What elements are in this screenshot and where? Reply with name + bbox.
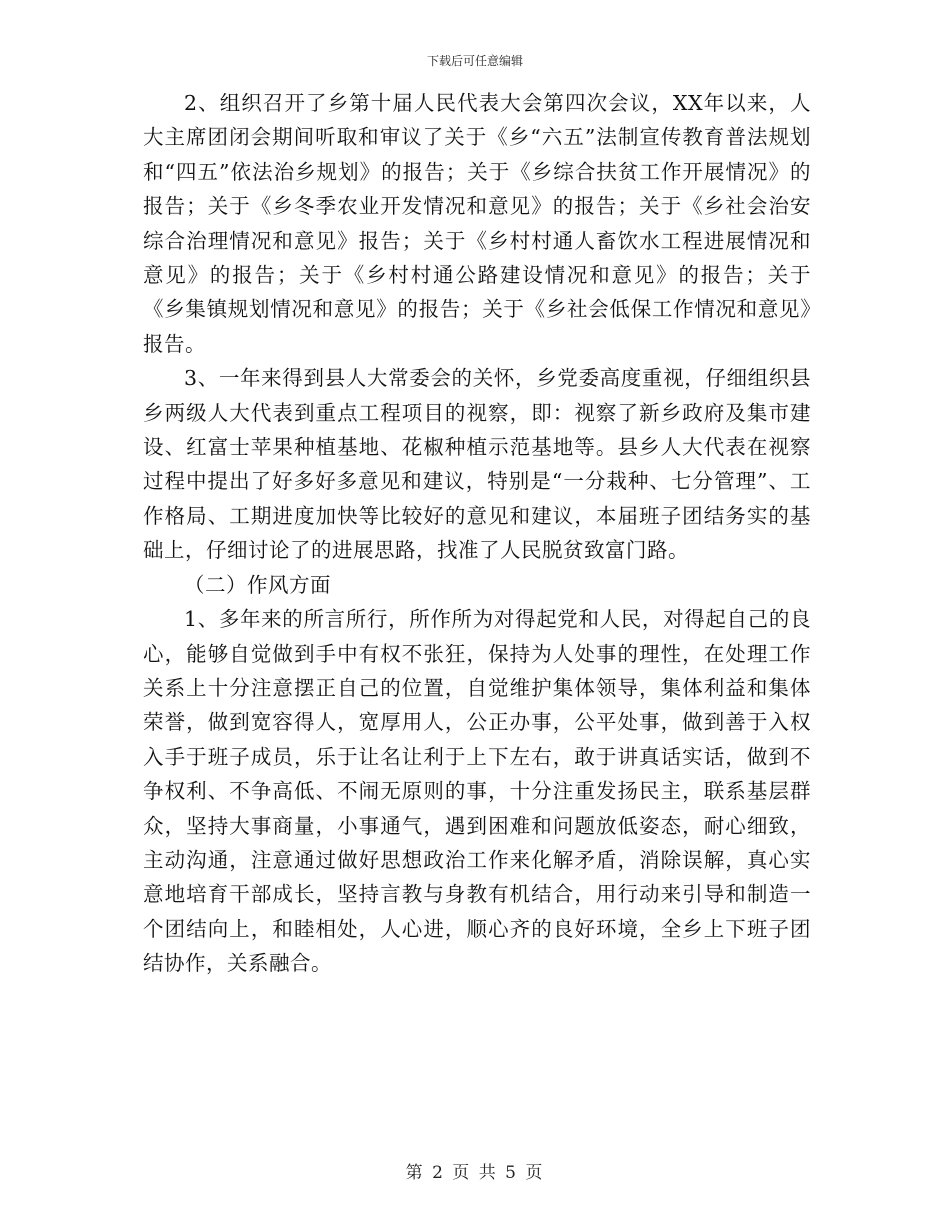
section-heading-work-style: （二）作风方面 — [184, 572, 331, 597]
paragraph-inspection: 3、一年来得到县人大常委会的关怀，乡党委高度重视，仔细组织县乡两级人大代表到重点工程项目的视察，即：视察了新乡政府及集市建设、红富士苹果种植基地、花椒种植示范基地等。县乡人大代表在视察过程中提出了好多好多意见和建议，特别是“一分栽种、七分管理”、工作格局、工期进度加快等比较好的意见和建议，本届班子团结务实的基础上，仔细讨论了的进展思路，找准了人民脱贫致富门路。 — [143, 366, 811, 563]
document-body — [143, 86, 811, 981]
page-header-note: 下载后可任意编辑 — [426, 54, 523, 68]
page-number: 第 2 页 共 5 页 — [405, 1163, 545, 1183]
paragraph-conduct: 1、多年来的所言所行，所作所为对得起党和人民，对得起自己的良心，能够自觉做到手中有权不张狂，保持为人处事的理性，在处理工作关系上十分注意摆正自己的位置，自觉维护集体领导，集体利益和集体荣誉，做到宽容得人，宽厚用人，公正办事，公平处事，做到善于入权入手于班子成员，乐于让名让利于上下左右，敢于讲真话实话，做到不争权利、不争高低、不闹无原则的事，十分注重发扬民主，联系基层群众，坚持大事商量，小事通气，遇到困难和问题放低姿态，耐心细致，主动沟通，注意通过做好思想政治工作来化解矛盾，消除误解，真心实意地培育干部成长，坚持言教与身教有机结合，用行动来引导和制造一个团结向上，和睦相处，人心进，顺心齐的良好环境，全乡上下班子团结协作，关系融合。 — [143, 607, 811, 976]
paragraph-meetings: 2、组织召开了乡第十届人民代表大会第四次会议，XX年以来，人大主席团闭会期间听取和审议了关于《乡“六五”法制宣传教育普法规划和“四五”依法治乡规划》的报告；关于《乡综合扶贫工作开展情况》的报告；关于《乡冬季农业开发情况和意见》的报告；关于《乡社会治安综合治理情况和意见》报告；关于《乡村村通人畜饮水工程进展情况和意见》的报告；关于《乡村村通公路建设情况和意见》的报告；关于《乡集镇规划情况和意见》的报告；关于《乡社会低保工作情况和意见》报告。 — [143, 91, 811, 356]
